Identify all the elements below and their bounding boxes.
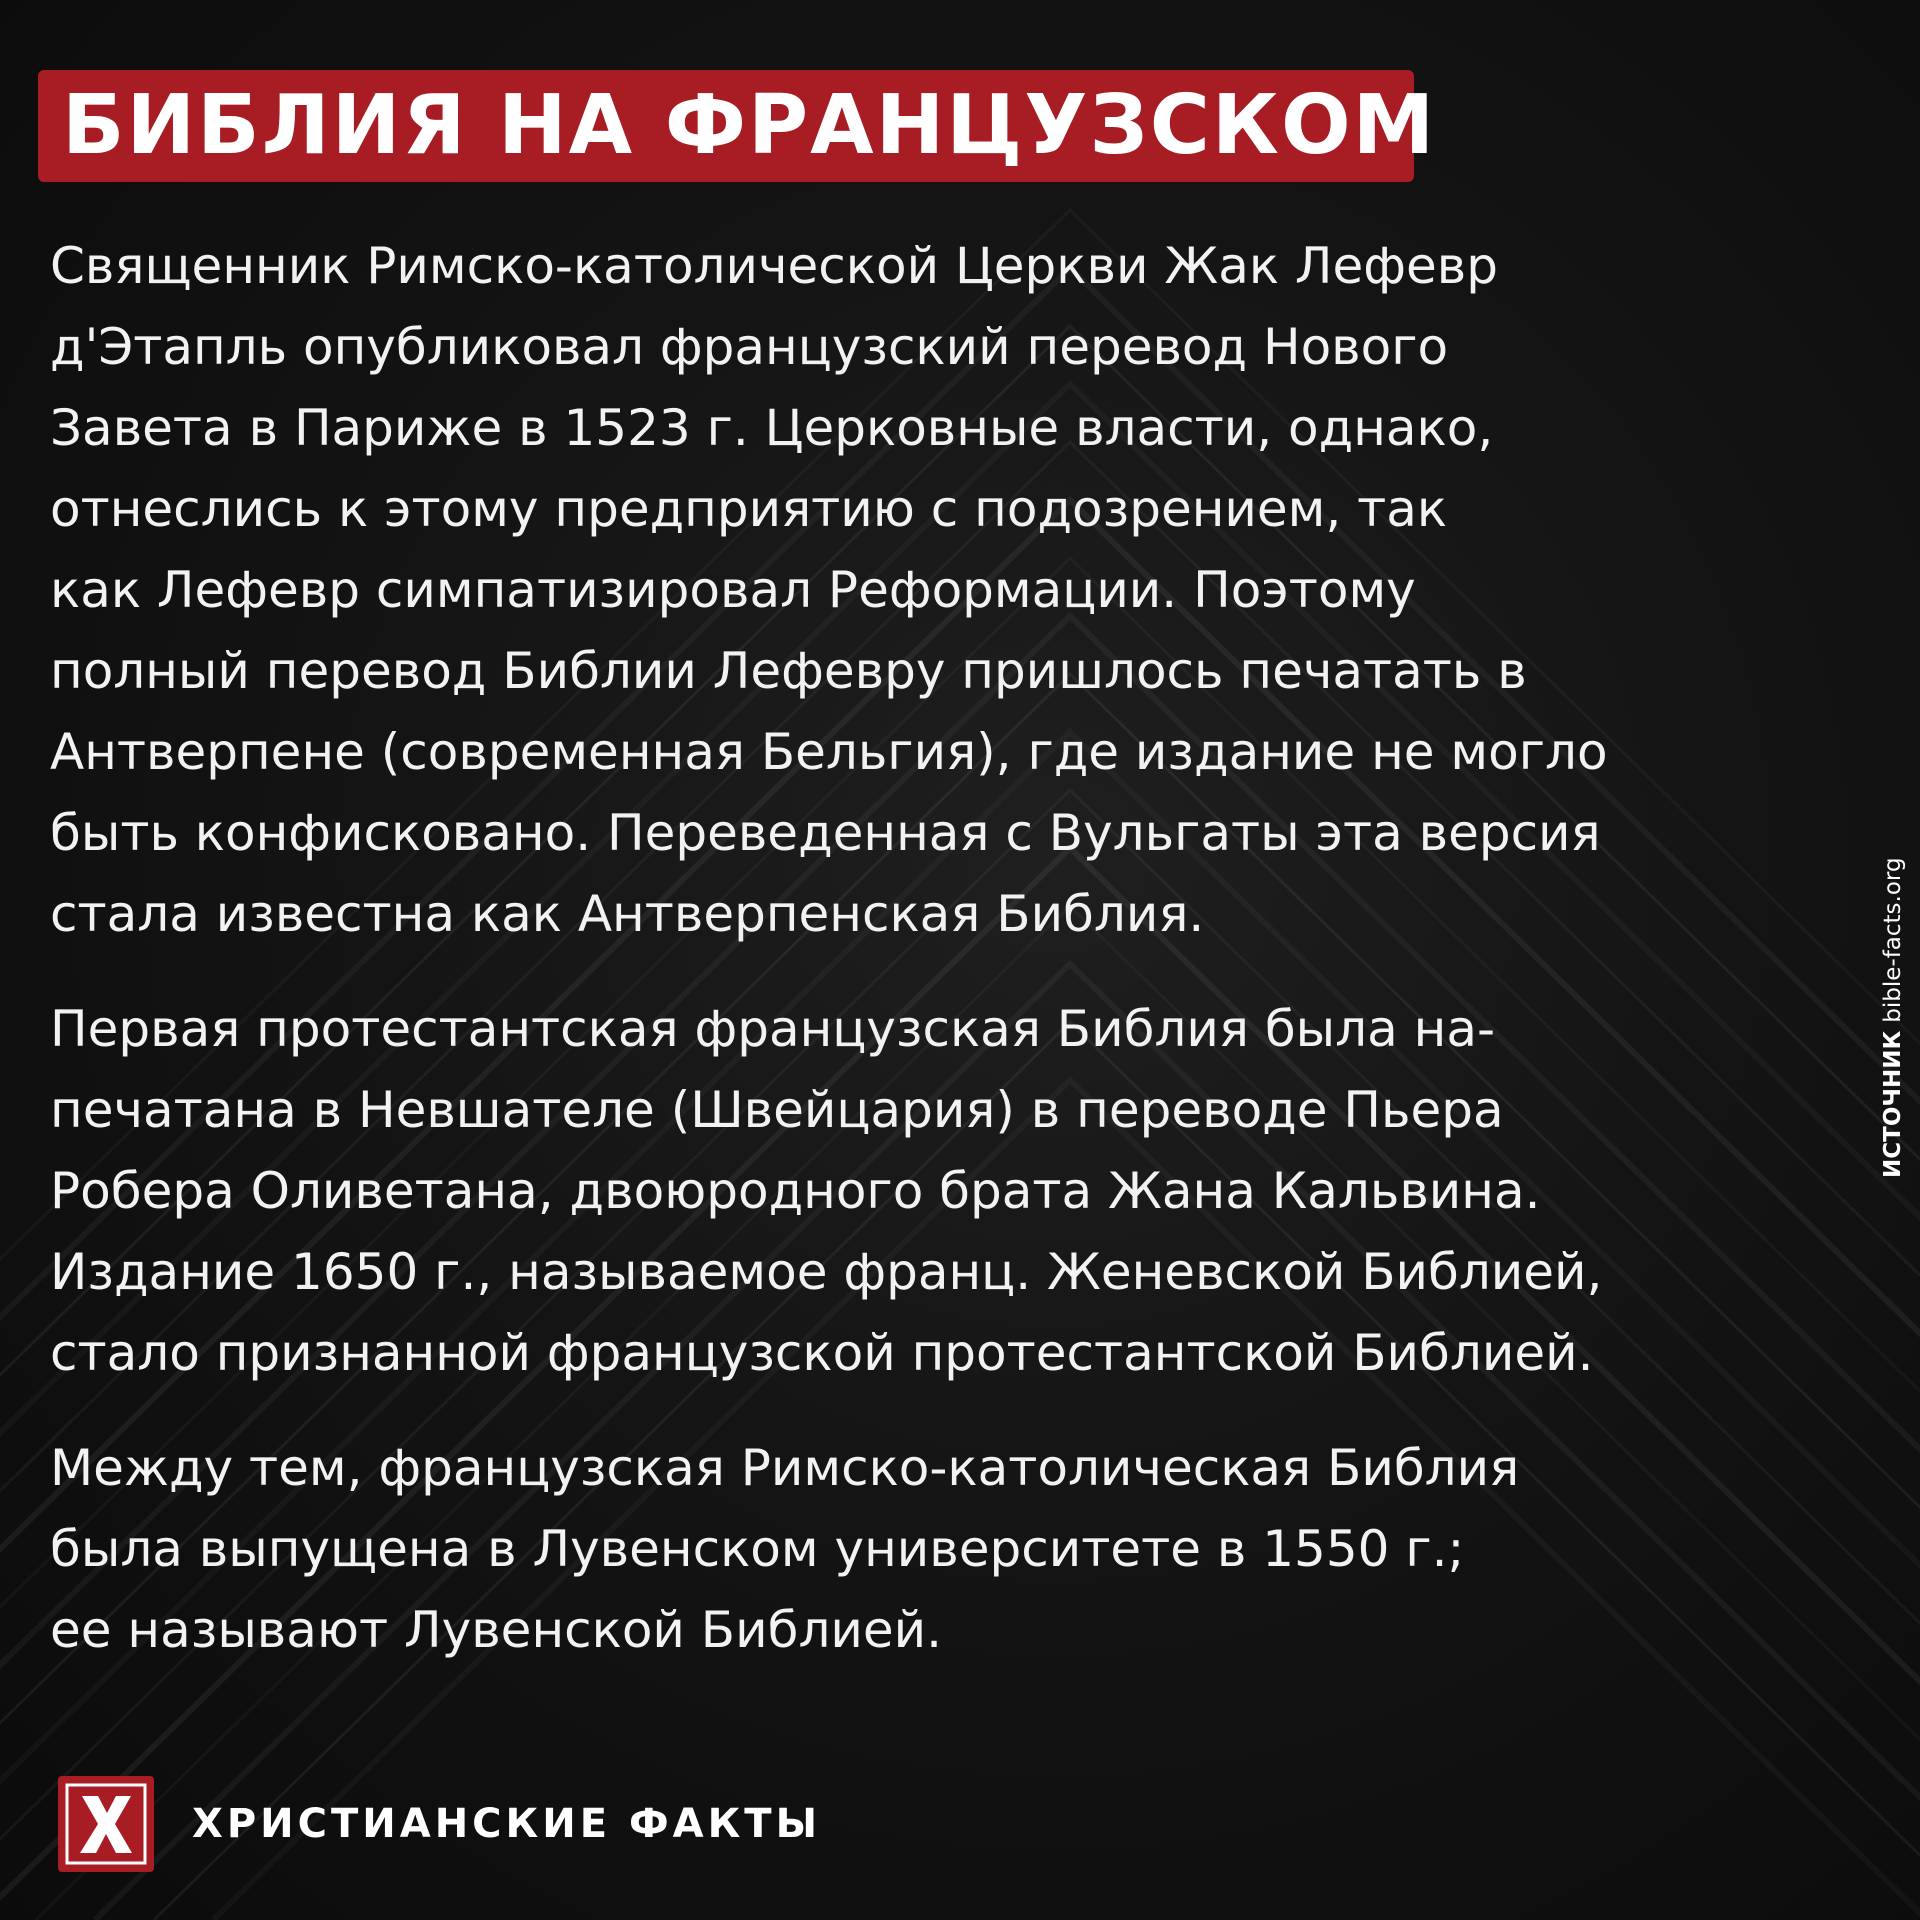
- x-logo-icon: [58, 1776, 154, 1872]
- source-label: ИСТОЧНИК: [1880, 1030, 1906, 1178]
- paragraph: [50, 989, 1800, 1394]
- article-body: [50, 226, 1800, 1705]
- text-line: ее называют Лувенской Библией.: [50, 1601, 943, 1659]
- text-line: Издание 1650 г., называемое франц. Женевской Библией,: [50, 1243, 1603, 1301]
- paragraph: [50, 1428, 1800, 1671]
- text-line: как Лефевр симпатизировал Реформации. Поэтому: [50, 561, 1416, 619]
- text-line: Первая протестантская французская Библия была на-: [50, 1000, 1496, 1058]
- source-link[interactable]: bible-facts.org: [1880, 857, 1906, 1023]
- page-title: БИБЛИЯ НА ФРАНЦУЗСКОМ: [62, 78, 1437, 173]
- text-line: быть конфисковано. Переведенная с Вульгаты эта версия: [50, 804, 1601, 862]
- text-line: Между тем, французская Римско-католическая Библия: [50, 1439, 1520, 1497]
- text-line: Антверпене (современная Бельгия), где издание не могло: [50, 723, 1608, 781]
- brand-name: ХРИСТИАНСКИЕ ФАКТЫ: [192, 1801, 822, 1847]
- text-line: печатана в Невшателе (Швейцария) в переводе Пьера: [50, 1081, 1504, 1139]
- text-line: стало признанной французской протестантской Библией.: [50, 1324, 1594, 1382]
- title-banner: [38, 70, 1437, 182]
- text-line: Робера Оливетана, двоюродного брата Жана Кальвина.: [50, 1162, 1541, 1220]
- text-line: отнеслись к этому предприятию с подозрением, так: [50, 480, 1448, 538]
- paragraph: [50, 226, 1800, 955]
- text-line: была выпущена в Лувенском университете в 1550 г.;: [50, 1520, 1465, 1578]
- text-line: Завета в Париже в 1523 г. Церковные власти, однако,: [50, 399, 1494, 457]
- text-line: д'Этапль опубликовал французский перевод Нового: [50, 318, 1449, 376]
- text-line: Священник Римско-католической Церкви Жак Лефевр: [50, 237, 1498, 295]
- text-line: стала известна как Антверпенская Библия.: [50, 885, 1205, 943]
- source-credit: [1878, 857, 1908, 1178]
- text-line: полный перевод Библии Лефевру пришлось печатать в: [50, 642, 1527, 700]
